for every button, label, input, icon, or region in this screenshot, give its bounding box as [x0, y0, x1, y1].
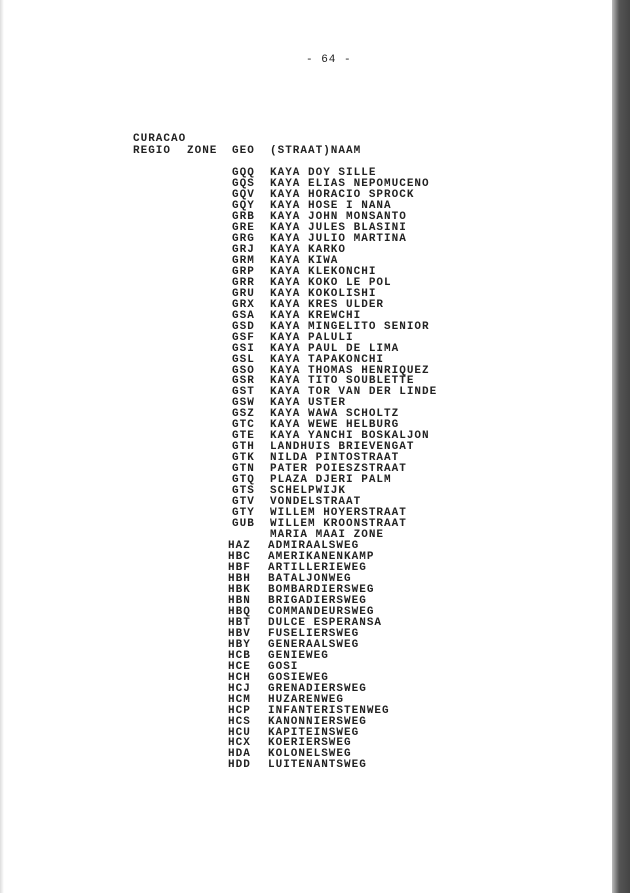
- street-name: KAYA JOHN MONSANTO: [270, 210, 407, 223]
- street-name: KAYA YANCHI BOSKALJON: [270, 430, 430, 443]
- street-name: GOSI: [268, 660, 299, 673]
- geo-code: HCM: [228, 693, 251, 706]
- geo-code: GSD: [232, 320, 255, 333]
- street-name: KAYA HORACIO SPROCK: [270, 188, 415, 201]
- street-name: VONDELSTRAAT: [270, 496, 362, 509]
- geo-code: GTH: [232, 441, 255, 454]
- geo-code: GTC: [232, 419, 255, 432]
- geo-code: GSA: [232, 309, 255, 322]
- geo-code: GRR: [232, 276, 255, 289]
- street-name: ARTILLERIEWEG: [268, 561, 367, 574]
- street-name: PATER POIESZSTRAAT: [270, 463, 407, 476]
- geo-code: GRB: [232, 210, 255, 223]
- geo-code: GTQ: [232, 474, 255, 487]
- street-name: GOSIEWEG: [268, 671, 329, 684]
- street-name: KAYA HOSE I NANA: [270, 199, 392, 212]
- geo-code: HBF: [228, 561, 251, 574]
- geo-code: GTV: [232, 496, 255, 509]
- geo-code: GTS: [232, 485, 255, 498]
- street-name: PLAZA DJERI PALM: [270, 474, 392, 487]
- geo-code: HBQ: [228, 605, 251, 618]
- street-name: KAYA KOKO LE POL: [270, 276, 392, 289]
- geo-code: HCX: [228, 737, 251, 750]
- street-name: WILLEM HOYERSTRAAT: [270, 507, 407, 520]
- street-name: KAYA TITO SOUBLETTE: [270, 375, 415, 388]
- geo-code: GSL: [232, 353, 255, 366]
- geo-code: GSZ: [232, 408, 255, 421]
- column-header-geo: GEO: [232, 145, 255, 157]
- street-name: KAPITEINSWEG: [268, 726, 360, 739]
- street-name: BOMBARDIERSWEG: [268, 583, 375, 596]
- geo-code: GQS: [232, 178, 255, 190]
- geo-code: HCH: [228, 671, 251, 684]
- street-name: GRENADIERSWEG: [268, 682, 367, 695]
- page-number: - 64 -: [306, 54, 352, 66]
- street-name: KAYA ELIAS NEPOMUCENO: [270, 178, 430, 190]
- geo-code: HBC: [228, 551, 251, 563]
- page-edge-right: [612, 0, 630, 893]
- geo-code: HBT: [228, 616, 251, 629]
- geo-code: HAZ: [228, 540, 251, 552]
- street-name: BRIGADIERSWEG: [268, 594, 367, 607]
- column-header-regio: REGIO: [133, 145, 172, 157]
- street-name: KAYA JULIO MARTINA: [270, 232, 407, 245]
- street-name: BATALJONWEG: [268, 572, 352, 585]
- column-header-zone: ZONE: [187, 145, 218, 157]
- street-name: COMMANDEURSWEG: [268, 605, 375, 618]
- geo-code: GRE: [232, 221, 255, 234]
- geo-code: GSR: [232, 375, 255, 388]
- geo-code: HBH: [228, 572, 251, 585]
- geo-code: GST: [232, 386, 255, 399]
- street-name: KAYA KOKOLISHI: [270, 287, 377, 300]
- geo-code: GSO: [232, 364, 255, 377]
- street-name: INFANTERISTENWEG: [268, 704, 390, 717]
- geo-code: GQQ: [232, 167, 255, 179]
- street-name: KANONNIERSWEG: [268, 715, 367, 728]
- geo-code: HCP: [228, 704, 251, 717]
- street-name: KOERIERSWEG: [268, 737, 352, 750]
- street-name: FUSELIERSWEG: [268, 627, 360, 640]
- street-name: KAYA WAWA SCHOLTZ: [270, 408, 400, 421]
- geo-code: GRJ: [232, 243, 255, 256]
- street-name: KAYA USTER: [270, 397, 347, 410]
- geo-code: GRU: [232, 287, 255, 300]
- geo-code: GSW: [232, 397, 255, 410]
- street-name: GENERAALSWEG: [268, 638, 360, 651]
- street-name: KAYA KLEKONCHI: [270, 265, 377, 278]
- street-name: KAYA KIWA: [270, 254, 339, 267]
- street-name: KAYA KREWCHI: [270, 309, 362, 322]
- geo-code: HCS: [228, 715, 251, 728]
- column-header-name: (STRAAT)NAAM: [270, 145, 362, 157]
- geo-code: HDA: [228, 748, 251, 761]
- street-name: KAYA DOY SILLE: [270, 167, 377, 179]
- street-name: KOLONELSWEG: [268, 748, 352, 761]
- geo-code: HCE: [228, 660, 251, 673]
- geo-code: GQY: [232, 199, 255, 212]
- geo-code: GSF: [232, 331, 255, 344]
- geo-code: HBK: [228, 583, 251, 596]
- geo-code: GTN: [232, 463, 255, 476]
- street-name: NILDA PINTOSTRAAT: [270, 452, 400, 465]
- geo-code: HBV: [228, 627, 251, 640]
- street-name: SCHELPWIJK: [270, 485, 347, 498]
- geo-code: GRG: [232, 232, 255, 245]
- country-heading: CURACAO: [133, 133, 187, 145]
- geo-code: GRP: [232, 265, 255, 278]
- street-name: KAYA KRES ULDER: [270, 298, 385, 311]
- geo-code: GTY: [232, 507, 255, 520]
- geo-code: GSI: [232, 342, 255, 355]
- street-name: LUITENANTSWEG: [268, 759, 367, 772]
- street-name: KAYA PAUL DE LIMA: [270, 342, 400, 355]
- geo-code: GTK: [232, 452, 255, 465]
- geo-code: HCU: [228, 726, 251, 739]
- street-name: KAYA TOR VAN DER LINDE: [270, 386, 438, 399]
- street-name: KAYA THOMAS HENRIQUEZ: [270, 364, 430, 377]
- street-name: HUZARENWEG: [268, 693, 345, 706]
- street-name: LANDHUIS BRIEVENGAT: [270, 441, 415, 454]
- street-name: KAYA TAPAKONCHI: [270, 353, 385, 366]
- street-name: GENIEWEG: [268, 649, 329, 662]
- geo-code: GUB: [232, 518, 255, 530]
- geo-code: HCJ: [228, 682, 251, 695]
- street-name: KAYA KARKO: [270, 243, 347, 256]
- street-name: DULCE ESPERANSA: [268, 616, 383, 629]
- geo-code: GRM: [232, 254, 255, 267]
- geo-code: GQV: [232, 188, 255, 201]
- geo-code: GRX: [232, 298, 255, 311]
- street-name: KAYA MINGELITO SENIOR: [270, 320, 430, 333]
- street-name: KAYA PALULI: [270, 331, 354, 344]
- page-edge-left: [0, 0, 4, 893]
- street-name: MARIA MAAI ZONE: [270, 529, 385, 541]
- geo-code: HCB: [228, 649, 251, 662]
- geo-code: HDD: [228, 759, 251, 772]
- street-name: KAYA WEWE HELBURG: [270, 419, 400, 432]
- geo-code: HBY: [228, 638, 251, 651]
- geo-code: HBN: [228, 594, 251, 607]
- street-name: ADMIRAALSWEG: [268, 540, 360, 552]
- street-name: AMERIKANENKAMP: [268, 551, 375, 563]
- geo-code: GTE: [232, 430, 255, 443]
- street-name: WILLEM KROONSTRAAT: [270, 518, 407, 530]
- street-name: KAYA JULES BLASINI: [270, 221, 407, 234]
